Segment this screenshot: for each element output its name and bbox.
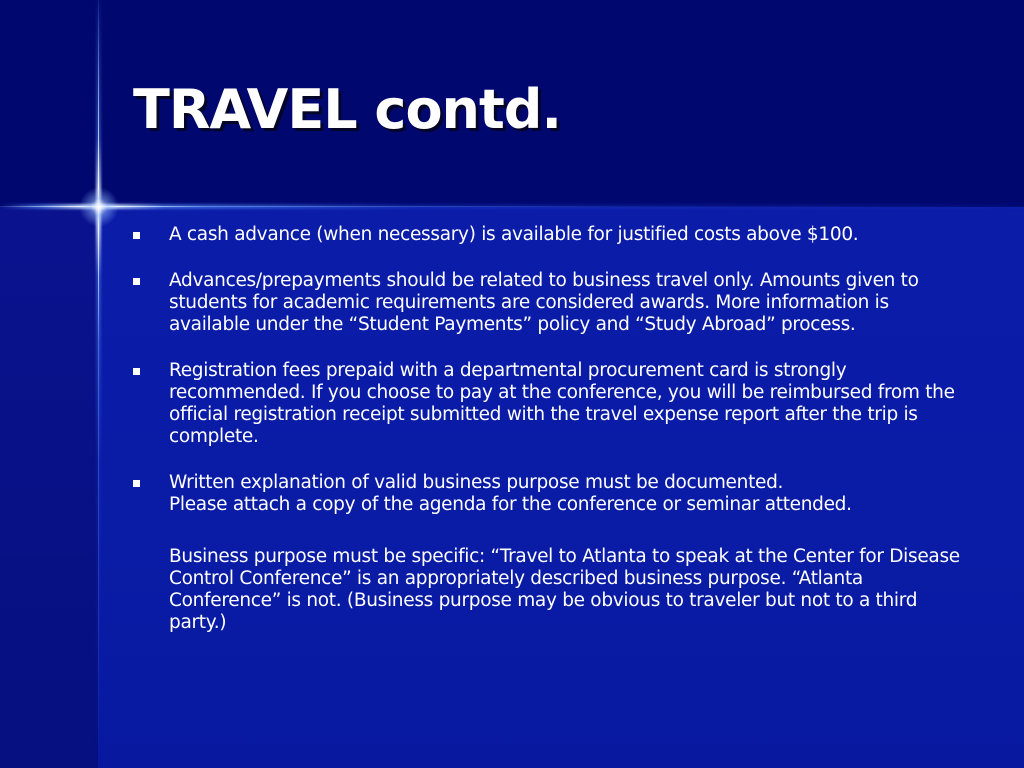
bullet-item-cash-advance	[131, 224, 961, 246]
bullet-item-business-purpose	[131, 472, 961, 516]
closing-paragraph-text: Business purpose must be specific: “Travel to Atlanta to speak at the Center for Disease Control Conference” is an appropriately described business purpose. “Atlanta Conference” is not. (Business purpose may be obvious to traveler but not to a third party.)	[169, 546, 960, 633]
square-bullet-icon	[133, 278, 140, 285]
horizontal-light-beam-core	[0, 206, 1024, 207]
bullet-text: Advances/prepayments should be related to business travel only. Amounts given to students for academic requirements are considered awards. More information is available under the “Student Payments” policy and “Study Abroad” process.	[169, 270, 919, 335]
square-bullet-icon	[133, 368, 140, 375]
closing-paragraph	[131, 546, 961, 634]
bullet-text: Written explanation of valid business purpose must be documented.	[169, 472, 784, 493]
square-bullet-icon	[133, 480, 140, 487]
vertical-light-beam-core	[98, 0, 99, 768]
bullet-text: A cash advance (when necessary) is available for justified costs above $100.	[169, 224, 859, 245]
square-bullet-icon	[133, 232, 140, 239]
left-background-strip	[0, 207, 98, 768]
bullet-text: Registration fees prepaid with a departmental procurement card is strongly recommended. If you choose to pay at the conference, you will be reimbursed from the official registration receipt submitted with the travel expense report after the trip is complete.	[169, 360, 955, 447]
bullet-item-registration-fees	[131, 360, 961, 448]
sparkle-icon	[79, 187, 119, 227]
bullet-list	[131, 224, 961, 634]
bullet-continuation-text: Please attach a copy of the agenda for the conference or seminar attended.	[169, 494, 852, 515]
slide-title: TRAVEL contd.	[133, 78, 561, 141]
bullet-item-advances	[131, 270, 961, 336]
